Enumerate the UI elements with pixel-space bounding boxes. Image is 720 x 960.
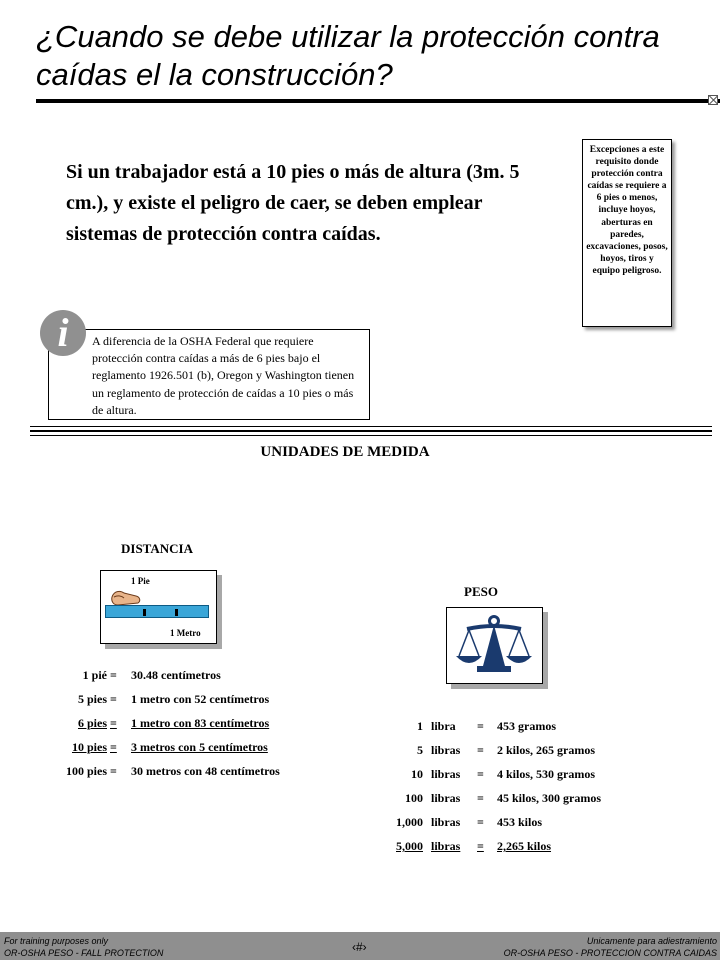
- conversion-cell: =: [110, 740, 117, 754]
- distance-conversion-table: [0, 663, 360, 783]
- conversion-cell: 1,000: [396, 815, 423, 829]
- conversion-cell: =: [110, 668, 117, 682]
- conversion-cell: =: [477, 719, 484, 733]
- line-end-marker: [708, 95, 718, 105]
- units-heading: UNIDADES DE MEDIDA: [260, 444, 430, 460]
- conversion-cell: libras: [431, 815, 461, 829]
- conversion-cell: libras: [431, 743, 461, 757]
- conversion-cell: 4 kilos, 530 gramos: [497, 767, 596, 781]
- page-number: ‹#›: [352, 940, 367, 954]
- ruler-foot-label: 1 Pie: [131, 576, 150, 586]
- conversion-row: [0, 711, 360, 735]
- ruler-meter-label: 1 Metro: [170, 628, 201, 638]
- conversion-cell: 1 pié: [82, 668, 107, 682]
- conversion-cell: 5: [417, 743, 423, 757]
- ruler-illustration: [100, 570, 217, 644]
- conversion-cell: 100 pies: [65, 764, 107, 778]
- conversion-cell: 1 metro con 52 centímetros: [131, 692, 270, 706]
- conversion-cell: 1: [417, 719, 423, 733]
- weight-label: PESO: [464, 584, 498, 599]
- conversion-cell: libras: [431, 767, 461, 781]
- conversion-cell: 6 pies: [77, 716, 107, 730]
- conversion-cell: libra: [431, 719, 456, 733]
- conversion-cell: 5,000: [396, 839, 423, 853]
- conversion-cell: 2,265 kilos: [497, 839, 552, 853]
- weight-conversion-table: [380, 714, 700, 858]
- conversion-cell: =: [110, 692, 117, 706]
- footer-bar: [0, 932, 720, 960]
- footer-left: For training purposes only OR-OSHA PESO - FALL PROTECTION: [4, 936, 164, 958]
- conversion-cell: libras: [431, 791, 461, 805]
- conversion-cell: =: [110, 764, 117, 778]
- conversion-cell: =: [477, 815, 484, 829]
- foot-icon: [110, 585, 142, 607]
- conversion-cell: =: [110, 716, 117, 730]
- info-note: A diferencia de la OSHA Federal que requiere protección contra caídas a más de 6 pies bajo el reglamento 1926.501 (b), Oregon y Washington tienen un reglamento de protección de caídas a 10 pies o más de altura.: [48, 329, 370, 420]
- conversion-cell: =: [477, 791, 484, 805]
- conversion-cell: 100: [405, 791, 423, 805]
- separator-line: [30, 430, 712, 432]
- conversion-row: [380, 738, 700, 762]
- conversion-cell: 453 gramos: [497, 719, 556, 733]
- conversion-cell: 30 metros con 48 centímetros: [131, 764, 280, 778]
- conversion-row: [380, 786, 700, 810]
- conversion-cell: 453 kilos: [497, 815, 543, 829]
- conversion-row: [380, 810, 700, 834]
- ruler-bar: [105, 605, 209, 618]
- page-title: ¿Cuando se debe utilizar la protección contra caídas el la construcción?: [36, 19, 660, 92]
- conversion-cell: =: [477, 839, 484, 853]
- title-underline: [36, 99, 720, 103]
- separator-line: [30, 435, 712, 436]
- conversion-cell: 10: [411, 767, 423, 781]
- conversion-cell: 2 kilos, 265 gramos: [497, 743, 596, 757]
- conversion-row: [380, 714, 700, 738]
- conversion-cell: =: [477, 767, 484, 781]
- conversion-row: [380, 762, 700, 786]
- separator-line: [30, 426, 712, 427]
- main-statement: Si un trabajador está a 10 pies o más de altura (3m. 5 cm.), y existe el peligro de caer, se deben emplear sistemas de protección contra caídas.: [66, 161, 520, 245]
- conversion-row: [0, 663, 360, 687]
- conversion-cell: 1 metro con 83 centímetros: [131, 716, 270, 730]
- conversion-row: [0, 735, 360, 759]
- conversion-cell: 45 kilos, 300 gramos: [497, 791, 602, 805]
- conversion-cell: 10 pies: [71, 740, 107, 754]
- conversion-cell: libras: [431, 839, 461, 853]
- ruler-tick: [175, 609, 178, 616]
- conversion-row: [0, 687, 360, 711]
- footer-right: Unicamente para adiestramiento OR-OSHA PESO - PROTECCION CONTRA CAIDAS: [503, 936, 717, 958]
- scale-illustration: [446, 607, 543, 684]
- distance-label: DISTANCIA: [121, 541, 193, 556]
- exceptions-callout: Excepciones a este requisito donde protección contra caídas se requiere a 6 pies o menos, incluye hoyos, aberturas en paredes, excavaciones, posos, hoyos, tiros y equipo peligroso.: [582, 139, 672, 327]
- conversion-row: [0, 759, 360, 783]
- balance-scale-icon: [447, 608, 542, 683]
- conversion-cell: =: [477, 743, 484, 757]
- ruler-tick: [143, 609, 146, 616]
- conversion-cell: 5 pies: [77, 692, 107, 706]
- conversion-row: [380, 834, 700, 858]
- conversion-cell: 3 metros con 5 centímetros: [131, 740, 268, 754]
- conversion-cell: 30.48 centímetros: [131, 668, 221, 682]
- info-icon: i: [40, 310, 86, 356]
